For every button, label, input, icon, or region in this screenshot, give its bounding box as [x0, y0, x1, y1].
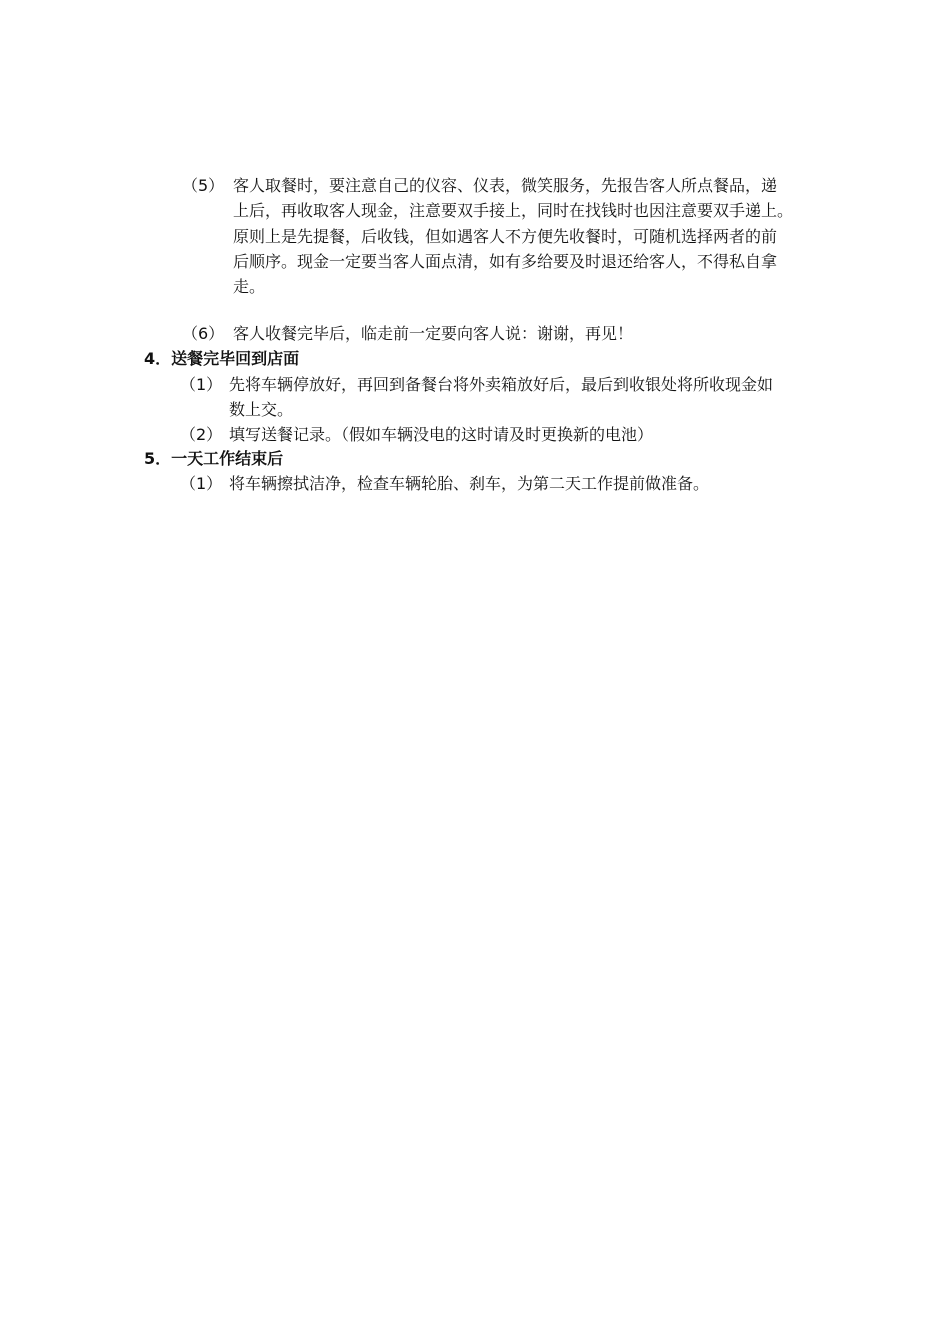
- item-text-line: 原则上是先提餐，后收钱，但如遇客人不方便先收餐时，可随机选择两者的前: [233, 227, 778, 246]
- item-number: （1）: [180, 474, 223, 493]
- section-heading: 5．一天工作结束后: [144, 449, 284, 468]
- item-number: （6）: [182, 324, 225, 343]
- section-heading: 4．送餐完毕回到店面: [144, 349, 300, 368]
- item-text-line: 走。: [233, 277, 266, 296]
- item-text-line: 客人收餐完毕后，临走前一定要向客人说：谢谢，再见！: [233, 324, 634, 343]
- item-text-line: 将车辆擦拭洁净，检查车辆轮胎、刹车，为第二天工作提前做准备。: [229, 474, 710, 493]
- item-number: （1）: [180, 375, 223, 394]
- item-text-line: 数上交。: [229, 400, 294, 419]
- item-text-line: 后顺序。现金一定要当客人面点清，如有多给要及时退还给客人，不得私自拿: [233, 252, 778, 271]
- item-text-line: 填写送餐记录。（假如车辆没电的这时请及时更换新的电池）: [229, 425, 654, 444]
- item-text-line: 客人取餐时，要注意自己的仪容、仪表，微笑服务，先报告客人所点餐品，递: [233, 176, 778, 195]
- item-number: （5）: [182, 176, 225, 195]
- item-text-line: 上后，再收取客人现金，注意要双手接上，同时在找钱时也因注意要双手递上。: [233, 201, 794, 220]
- item-text-line: 先将车辆停放好，再回到备餐台将外卖箱放好后，最后到收银处将所收现金如: [229, 375, 774, 394]
- item-number: （2）: [180, 425, 223, 444]
